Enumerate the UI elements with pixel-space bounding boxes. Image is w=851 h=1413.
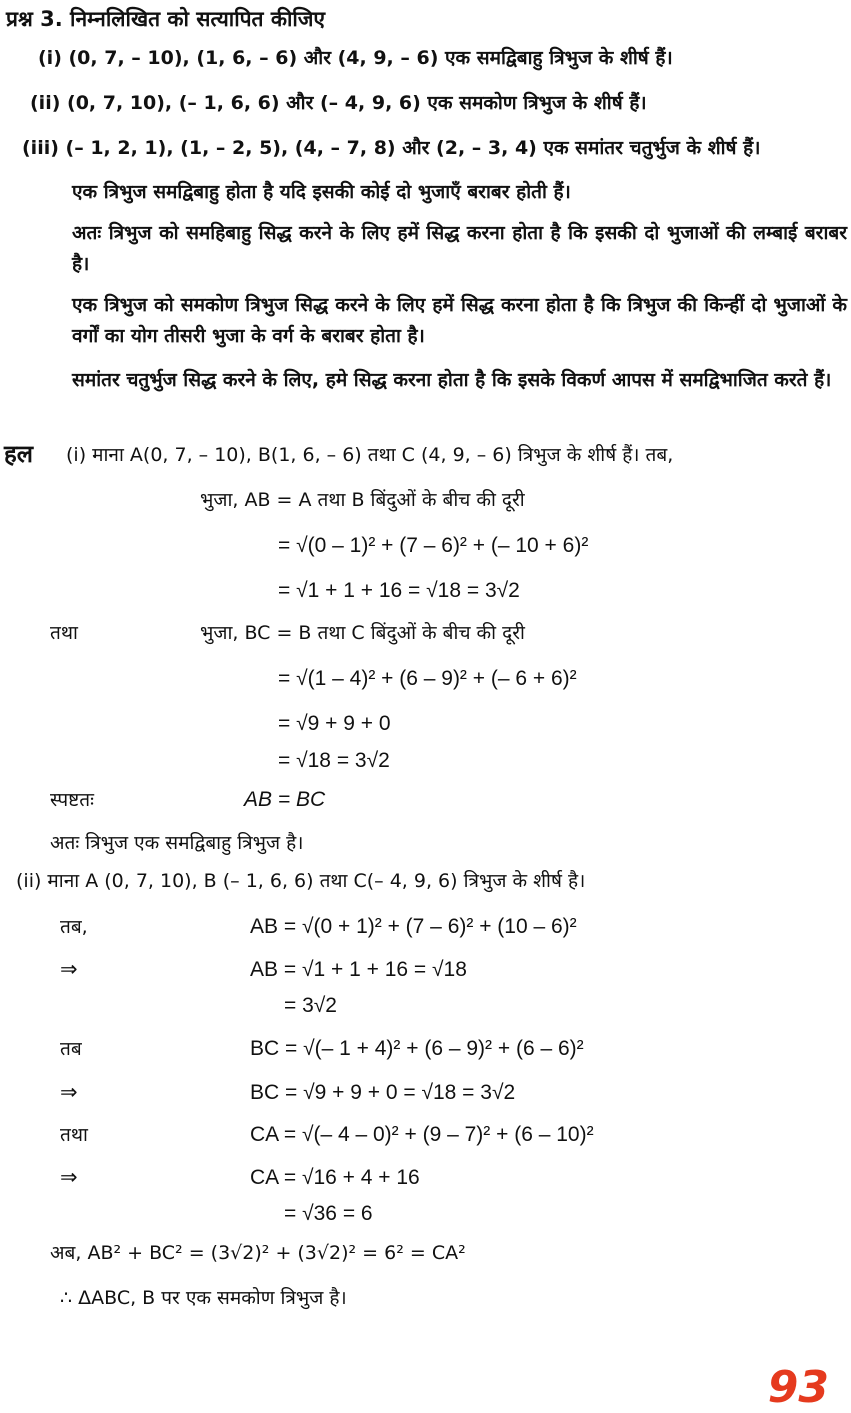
part1-clear-label: स्पष्टतः [50, 789, 94, 811]
part1-bc-step2: = √9 + 9 + 0 [278, 712, 391, 735]
part2-arrow-2: ⇒ [60, 1081, 78, 1104]
note-isosceles-method: अतः त्रिभुज को समहिबाहु सिद्ध करने के लिए हमें सिद्ध करना होता है कि इसकी दो भुजाओं की लम्बाई बराबर है। [72, 222, 847, 275]
note-parallelogram-method: समांतर चतुर्भुज सिद्ध करने के लिए, हमे सिद्ध करना होता है कि इसके विकर्ण आपस में समद्विभाजित करते हैं। [72, 369, 832, 391]
part1-intro: (i) माना A(0, 7, – 10), B(1, 6, – 6) तथा C (4, 9, – 6) त्रिभुज के शीर्ष हैं। तब, [66, 444, 674, 466]
part1-clear-equation: AB = BC [244, 788, 326, 811]
part2-conclusion: ∴ ΔABC, B पर एक समकोण त्रिभुज है। [60, 1287, 347, 1309]
part1-tatha: तथा [50, 622, 78, 644]
part1-ab-step1: = √(0 – 1)² + (7 – 6)² + (– 10 + 6)² [278, 534, 589, 557]
part2-ab-step2: AB = √1 + 1 + 16 = √18 [250, 958, 467, 981]
part1-ab-label: भुजा, AB = A तथा B बिंदुओं के बीच की दूरी [200, 489, 525, 511]
page-number: 93 [767, 1362, 829, 1413]
part1-bc-label: भुजा, BC = B तथा C बिंदुओं के बीच की दूरी [200, 622, 525, 644]
part2-ab-step3: = 3√2 [284, 994, 337, 1017]
part2-sum-of-squares: अब, AB² + BC² = (3√2)² + (3√2)² = 6² = CA² [50, 1242, 466, 1264]
part2-then: तब, [60, 916, 88, 938]
part1-ab-step2: = √1 + 1 + 16 = √18 = 3√2 [278, 579, 520, 602]
part2-ca-step1: CA = √(– 4 – 0)² + (9 – 7)² + (6 – 10)² [250, 1123, 594, 1146]
part2-bc-step1: BC = √(– 1 + 4)² + (6 – 9)² + (6 – 6)² [250, 1037, 584, 1060]
part2-then2: तब [60, 1038, 82, 1060]
part2-tatha: तथा [60, 1124, 88, 1146]
part1-bc-step3: = √18 = 3√2 [278, 749, 390, 772]
question-part-i: (i) (0, 7, – 10), (1, 6, – 6) और (4, 9, – 6) एक समद्विबाहु त्रिभुज के शीर्ष हैं। [38, 47, 673, 69]
question-part-iii: (iii) (– 1, 2, 1), (1, – 2, 5), (4, – 7, 8) और (2, – 3, 4) एक समांतर चतुर्भुज के शीर्ष हैं। [22, 137, 761, 159]
part2-bc-step2: BC = √9 + 9 + 0 = √18 = 3√2 [250, 1081, 516, 1104]
question-title: प्रश्न 3. निम्नलिखित को सत्यापित कीजिए [6, 7, 326, 31]
part2-intro: (ii) माना A (0, 7, 10), B (– 1, 6, 6) तथा C(– 4, 9, 6) त्रिभुज के शीर्ष है। [16, 870, 586, 892]
part2-ab-step1: AB = √(0 + 1)² + (7 – 6)² + (10 – 6)² [250, 915, 577, 938]
part2-arrow-3: ⇒ [60, 1166, 78, 1189]
note-isosceles-definition: एक त्रिभुज समद्विबाहु होता है यदि इसकी कोई दो भुजाएँ बराबर होती हैं। [72, 181, 571, 203]
part2-ca-step2: CA = √16 + 4 + 16 [250, 1166, 420, 1189]
part1-conclusion: अतः त्रिभुज एक समद्विबाहु त्रिभुज है। [50, 832, 304, 854]
part1-bc-step1: = √(1 – 4)² + (6 – 9)² + (– 6 + 6)² [278, 667, 577, 690]
note-right-triangle-method: एक त्रिभुज को समकोण त्रिभुज सिद्ध करने के लिए हमें सिद्ध करना होता है कि त्रिभुज की किन्हीं दो भुजाओं के वर्गों का योग तीसरी भुजा के वर्ग के बराबर होता है। [72, 294, 847, 347]
question-part-ii: (ii) (0, 7, 10), (– 1, 6, 6) और (– 4, 9, 6) एक समकोण त्रिभुज के शीर्ष हैं। [30, 92, 647, 114]
solution-label: हल [4, 440, 34, 468]
part2-ca-step3: = √36 = 6 [284, 1202, 373, 1225]
part2-arrow-1: ⇒ [60, 958, 78, 981]
